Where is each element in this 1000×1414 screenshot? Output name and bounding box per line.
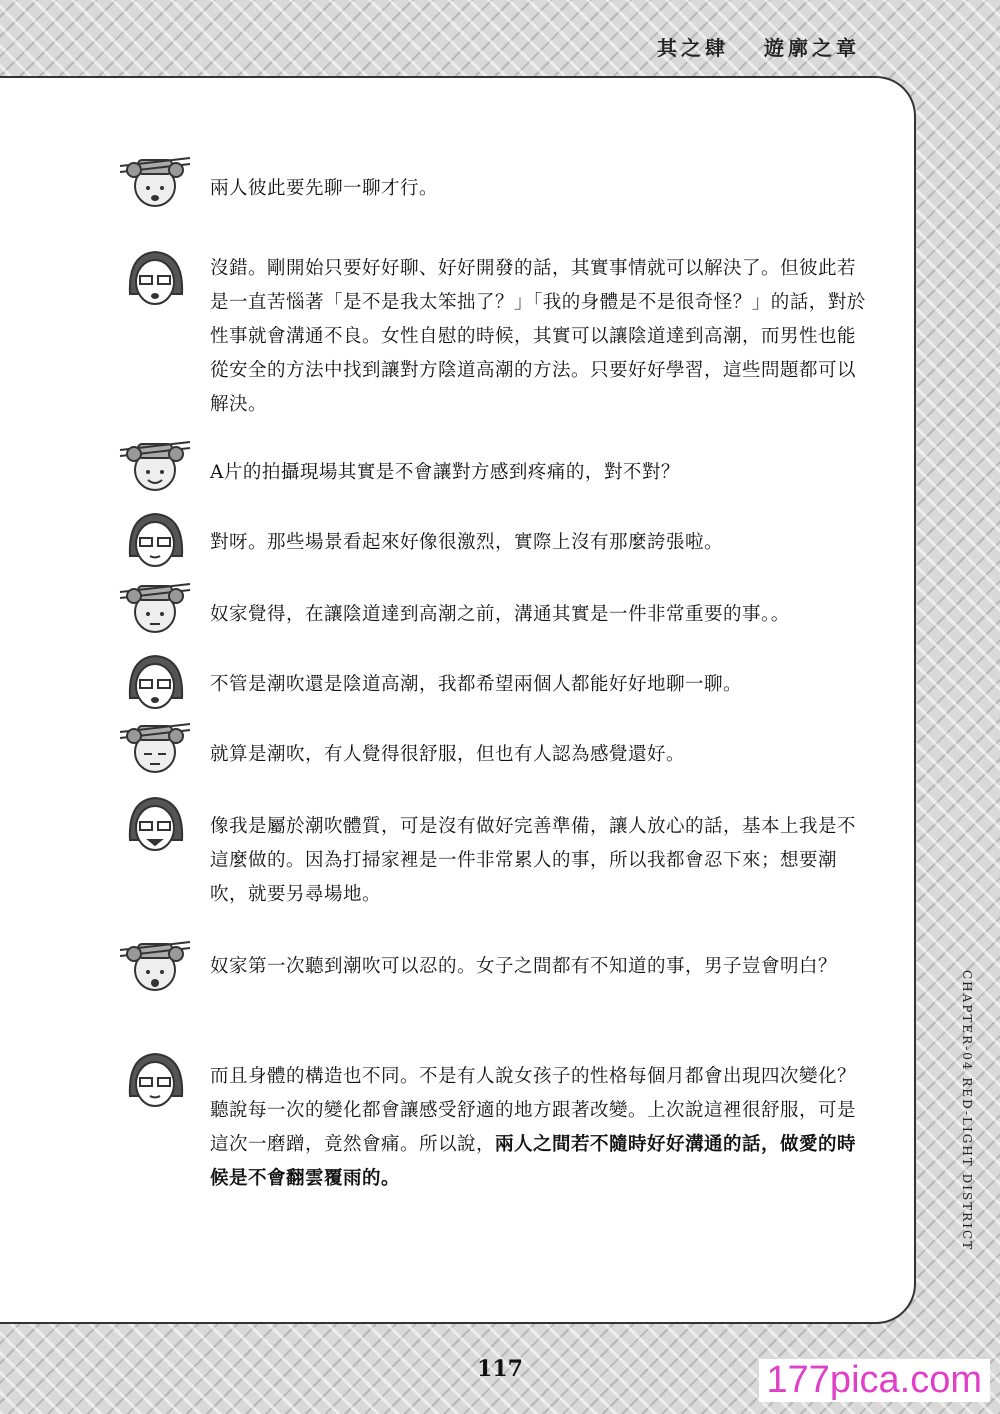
page-number: 117 (477, 1356, 523, 1382)
content-panel (0, 76, 916, 1324)
woman-avatar-icon (110, 244, 200, 314)
dialogue-text: 沒錯。剛開始只要好好聊、好好開發的話，其實事情就可以解決了。但彼此若是一直苦惱著「是不是我太笨拙了？」「我的身體是不是很奇怪？」的話，對於性事就會溝通不良。女性自慰的時候，其實可以讓陰道達到高潮，而男性也能從安全的方法中找到讓對方陰道高潮的方法。只要好好學習，這些問題都可以解決。 (210, 258, 866, 415)
dialogue-text-bold: 兩人之間若不隨時好好溝通的話，做愛的時候是不會翻雲覆雨的。 (210, 1134, 857, 1189)
running-header (633, 32, 860, 61)
woman-avatar-icon (110, 506, 200, 576)
dialogue-text: 奴家第一次聽到潮吹可以忍的。女子之間都有不知道的事，男子豈會明白？ (210, 956, 838, 977)
dialogue-text: 像我是屬於潮吹體質，可是沒有做好完善準備，讓人放心的話，基本上我是不這麼做的。因為打掃家裡是一件非常累人的事，所以我都會忍下來；想要潮吹，就要另尋場地。 (210, 816, 857, 905)
woman-avatar-icon (110, 648, 200, 718)
courtesan-avatar-icon (110, 936, 200, 1006)
courtesan-avatar-icon (110, 718, 200, 788)
dialogue-text: A片的拍攝現場其實是不會讓對方感到疼痛的，對不對？ (210, 462, 680, 483)
courtesan-avatar-icon (110, 436, 200, 506)
dialogue-text: 奴家覺得，在讓陰道達到高潮之前，溝通其實是一件非常重要的事。。 (210, 604, 790, 625)
header-chapter: 遊廓之章 (764, 36, 860, 60)
dialogue-text: 兩人彼此要先聊一聊才行。 (210, 178, 439, 199)
dialogue-text: 對呀。那些場景看起來好像很激烈，實際上沒有那麼誇張啦。 (210, 532, 724, 553)
woman-avatar-icon (110, 790, 200, 860)
dialogue-text: 就算是潮吹，有人覺得很舒服，但也有人認為感覺還好。 (210, 744, 686, 765)
chapter-side-label: CHAPTER-04 RED-LIGHT DISTRICT (960, 970, 974, 1252)
dialogue-text (210, 1060, 870, 1196)
courtesan-avatar-icon (110, 152, 200, 222)
watermark: 177pica.com (759, 1359, 990, 1402)
woman-avatar-icon (110, 1046, 200, 1116)
dialogue-text-regular: 而且身體的構造也不同。不是有人說女孩子的性格每個月都會出現四次變化？聽說每一次的變化都會讓感受舒適的地方跟著改變。上次說這裡很舒服，可是這次一磨蹭，竟然會痛。所以說， (210, 1066, 857, 1155)
header-part: 其之肆 (657, 36, 730, 60)
courtesan-avatar-icon (110, 578, 200, 648)
dialogue-text: 不管是潮吹還是陰道高潮，我都希望兩個人都能好好地聊一聊。 (210, 674, 743, 695)
